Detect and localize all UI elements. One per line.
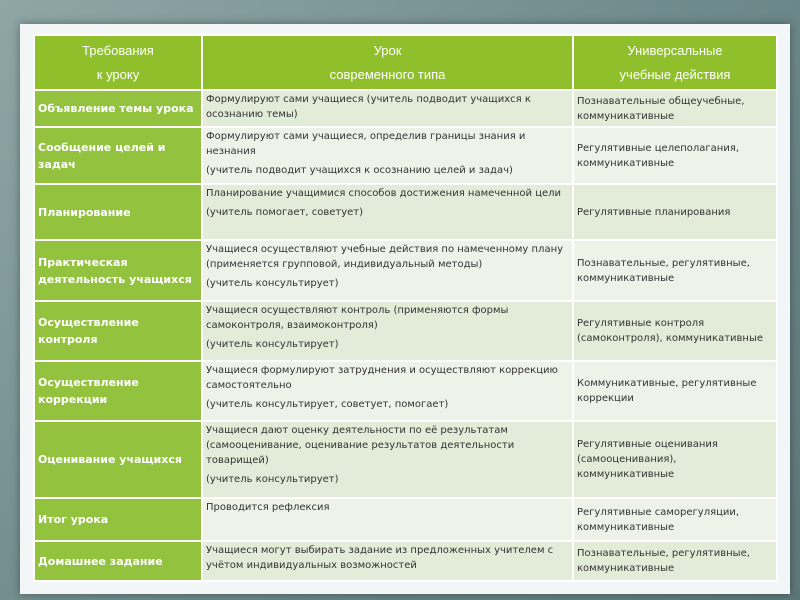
table-row [34, 301, 777, 361]
lesson-text: Планирование учащимися способов достижения намеченной цели [206, 188, 562, 199]
lesson-text: Учащиеся формулируют затруднения и осуществляют коррекцию самостоятельно [206, 365, 558, 391]
uud-cell: Познавательные, регулятивные, коммуникативные [573, 240, 777, 301]
table-header-row [34, 35, 777, 90]
header-line: Требования [82, 42, 154, 58]
lesson-text: Проводится рефлексия [206, 502, 330, 513]
lesson-cell [202, 361, 573, 421]
table-row [34, 541, 777, 581]
uud-cell: Регулятивные целеполагания, коммуникативные [573, 127, 777, 184]
table-row [34, 421, 777, 498]
table-row [34, 240, 777, 301]
uud-cell: Регулятивные планирования [573, 184, 777, 240]
lesson-cell [202, 184, 573, 240]
lesson-cell [202, 301, 573, 361]
requirement-cell: Планирование [34, 184, 202, 240]
lesson-text: (учитель подводит учащихся к осознанию целей и задач) [206, 165, 513, 176]
lesson-cell [202, 498, 573, 541]
header-line: Универсальные [627, 42, 723, 58]
header-line: к уроку [96, 66, 140, 82]
lesson-text: (учитель консультирует, советует, помогает) [206, 399, 449, 410]
lesson-text: (учитель консультирует) [206, 474, 339, 485]
lesson-cell [202, 421, 573, 498]
lesson-text: Формулируют сами учащиеся, определив границы знания и незнания [206, 131, 526, 157]
table-row [34, 498, 777, 541]
uud-cell: Регулятивные оценивания (самооценивания), коммуникативные [573, 421, 777, 498]
header-uud [573, 35, 777, 90]
lesson-table [33, 34, 778, 582]
uud-cell: Познавательные, регулятивные, коммуникативные [573, 541, 777, 581]
lesson-cell [202, 90, 573, 127]
lesson-text: (учитель консультирует) [206, 278, 339, 289]
header-line: учебные действия [619, 66, 731, 82]
header-line: Урок [373, 42, 402, 58]
requirement-cell: Сообщение целей и задач [34, 127, 202, 184]
uud-cell: Познавательные общеучебные, коммуникативные [573, 90, 777, 127]
lesson-cell [202, 127, 573, 184]
lesson-text: Учащиеся дают оценку деятельности по её результатам (самооценивание, оценивание результатов деятельности товарищей) [206, 425, 515, 466]
requirement-cell: Практическая деятельность учащихся [34, 240, 202, 301]
lesson-text: Учащиеся осуществляют учебные действия по намеченному плану (применяется групповой, индивидуальный методы) [206, 244, 564, 270]
header-line: современного типа [329, 66, 446, 82]
requirement-cell: Домашнее задание [34, 541, 202, 581]
requirement-cell: Объявление темы урока [34, 90, 202, 127]
lesson-cell [202, 240, 573, 301]
lesson-cell [202, 541, 573, 581]
requirement-cell: Оценивание учащихся [34, 421, 202, 498]
uud-cell: Коммуникативные, регулятивные коррекции [573, 361, 777, 421]
header-modern-lesson [202, 35, 573, 90]
lesson-text: Формулируют сами учащиеся (учитель подводит учащихся к осознанию темы) [206, 94, 531, 120]
lesson-text: (учитель помогает, советует) [206, 207, 363, 218]
table-row [34, 361, 777, 421]
lesson-text: Учащиеся осуществляют контроль (применяются формы самоконтроля, взаимоконтроля) [206, 305, 509, 331]
requirement-cell: Итог урока [34, 498, 202, 541]
uud-cell: Регулятивные контроля (самоконтроля), коммуникативные [573, 301, 777, 361]
requirement-cell: Осуществление коррекции [34, 361, 202, 421]
uud-cell: Регулятивные саморегуляции, коммуникативные [573, 498, 777, 541]
header-requirements [34, 35, 202, 90]
requirement-cell: Осуществление контроля [34, 301, 202, 361]
table-row [34, 184, 777, 240]
table-row [34, 127, 777, 184]
lesson-text: Учащиеся могут выбирать задание из предложенных учителем с учётом индивидуальных возможностей [206, 545, 554, 571]
lesson-text: (учитель консультирует) [206, 339, 339, 350]
table-row [34, 90, 777, 127]
